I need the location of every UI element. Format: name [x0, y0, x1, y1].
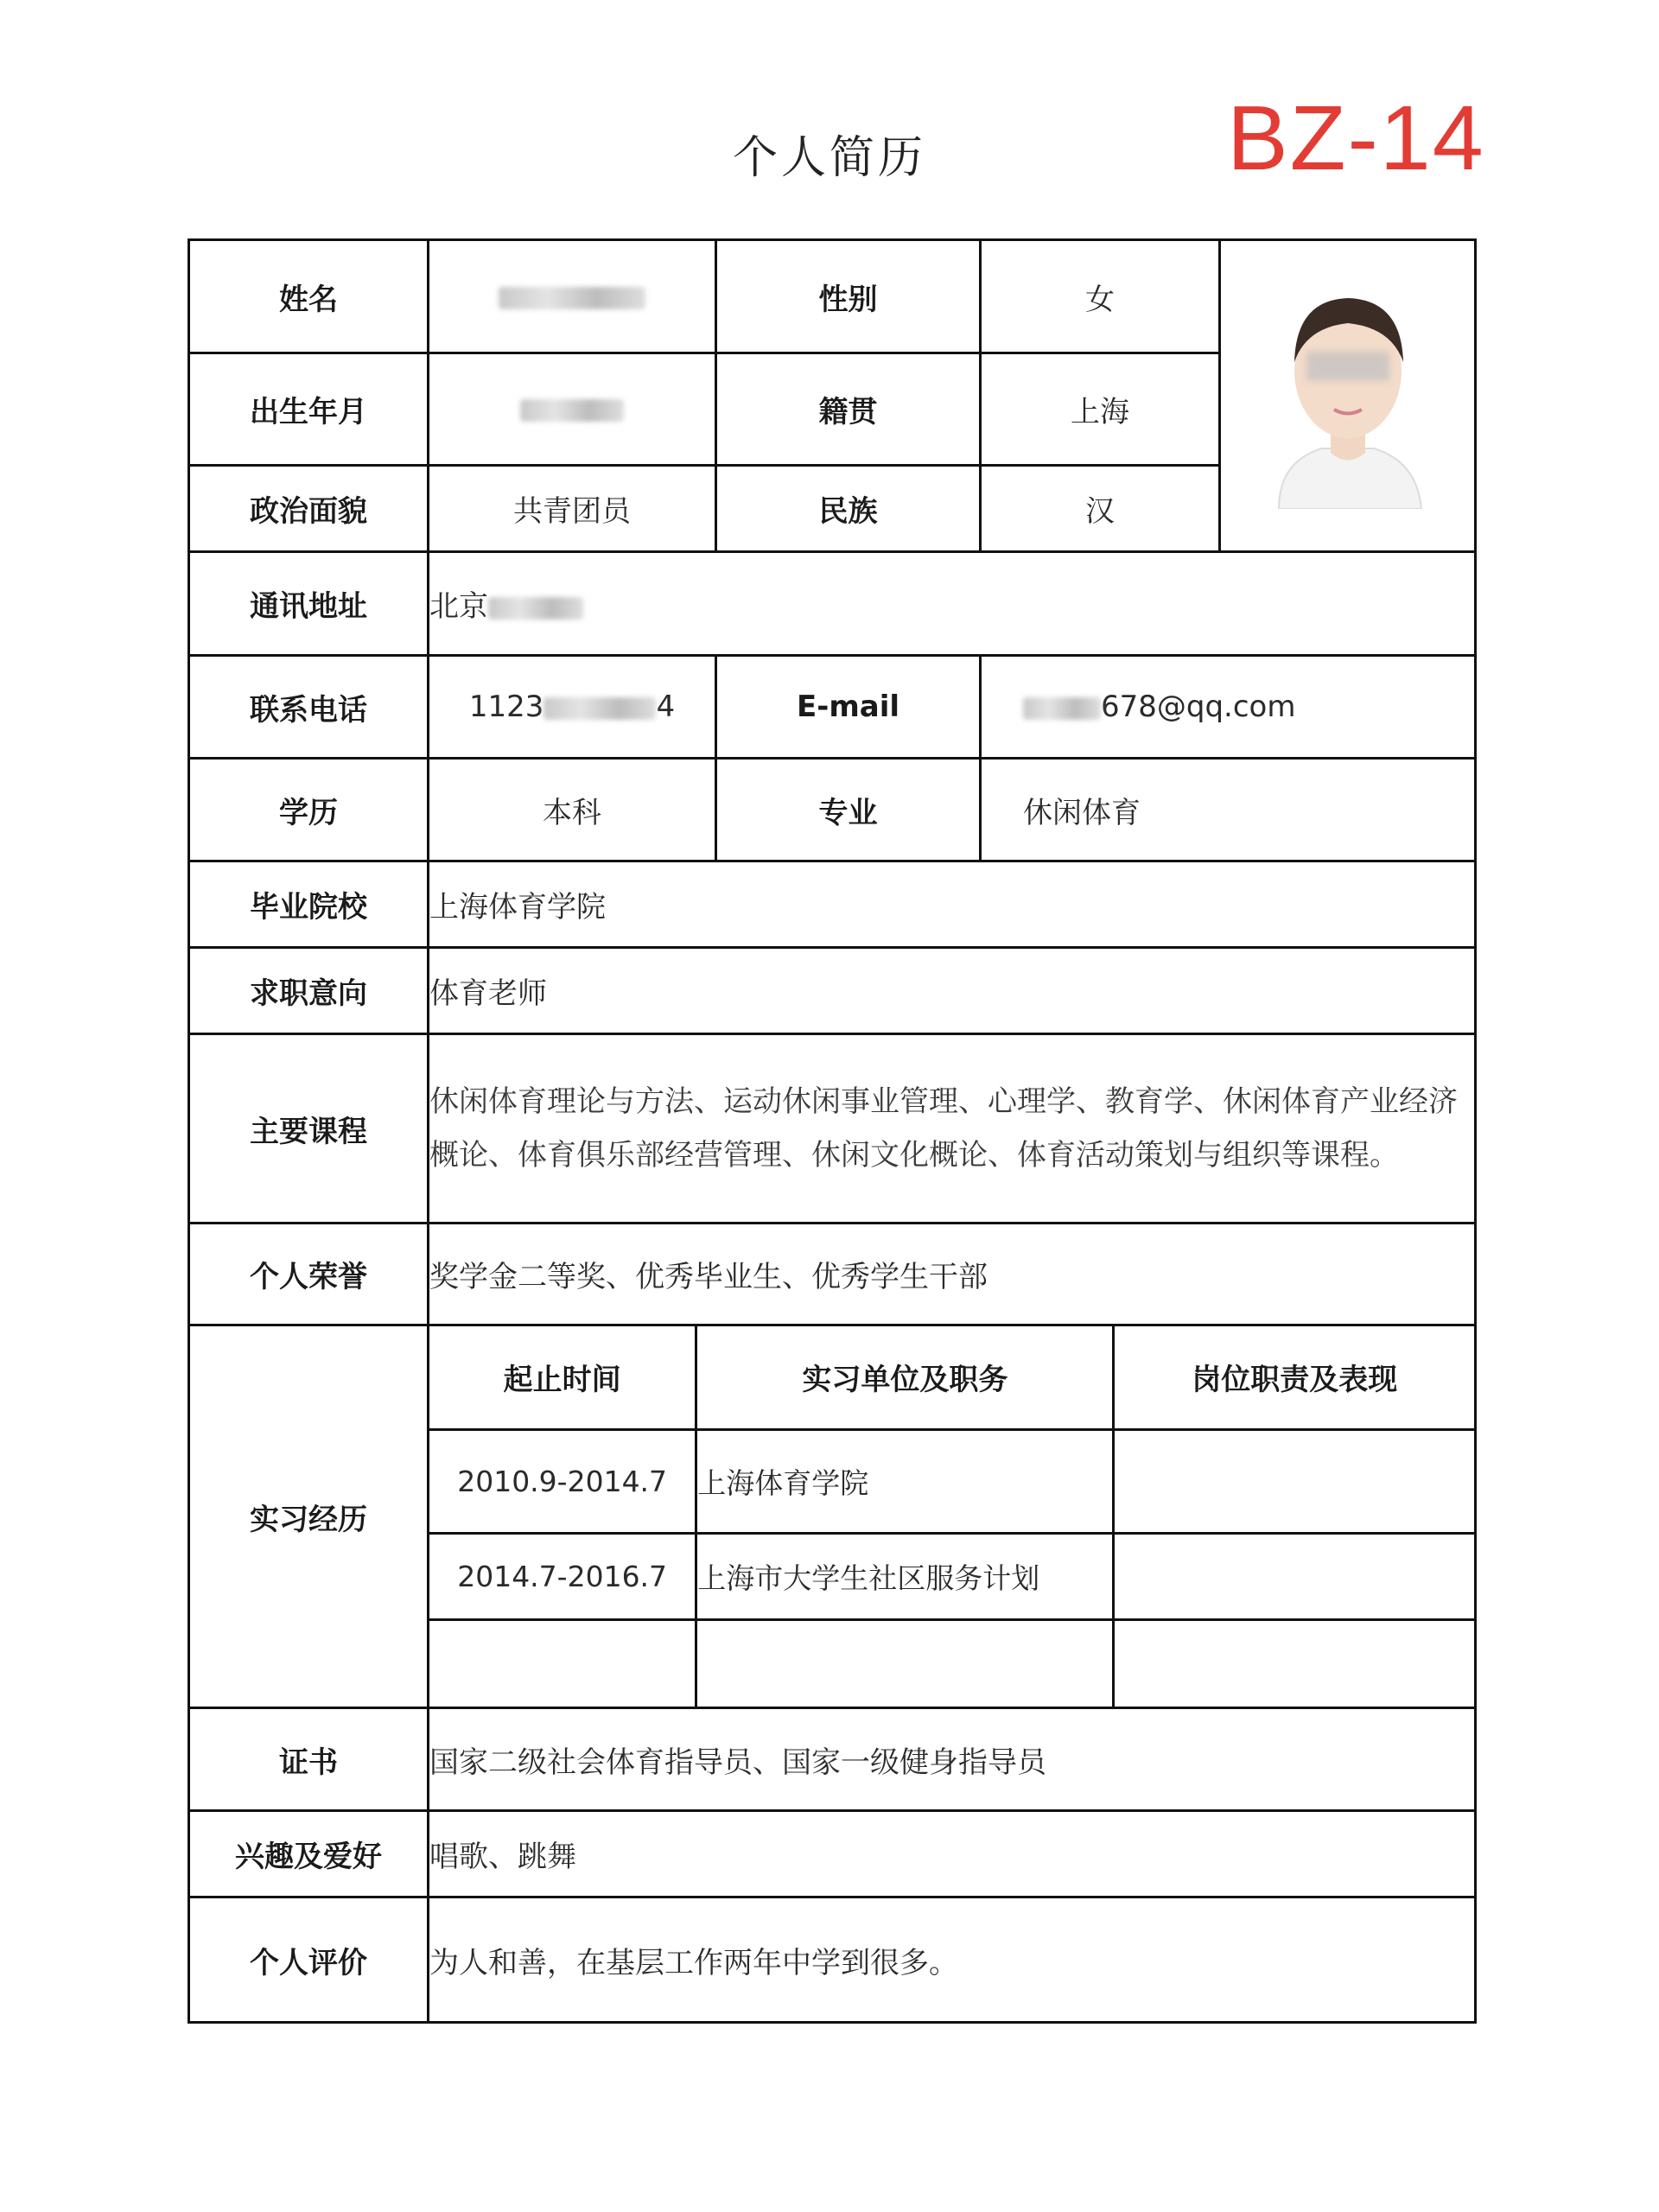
major-label: 专业 — [716, 759, 981, 861]
email-suffix: 678@qq.com — [1101, 690, 1296, 724]
hobbies-label: 兴趣及爱好 — [189, 1811, 429, 1897]
address-label: 通讯地址 — [189, 552, 429, 656]
certificates-value: 国家二级社会体育指导员、国家一级健身指导员 — [429, 1708, 1476, 1811]
certificates-label: 证书 — [189, 1708, 429, 1811]
email-label: E-mail — [716, 656, 981, 759]
internship-header-unit: 实习单位及职务 — [696, 1326, 1114, 1429]
address-value — [429, 552, 1476, 656]
internship-row-period: 2010.9-2014.7 — [429, 1429, 696, 1533]
name-label: 姓名 — [189, 240, 429, 353]
ethnicity-value: 汉 — [981, 466, 1220, 552]
internship-table — [429, 1326, 1474, 1707]
courses-value: 休闲体育理论与方法、运动休闲事业管理、心理学、教育学、休闲体育产业经济概论、体育俱乐部经营管理、休闲文化概论、体育活动策划与组织等课程。 — [429, 1034, 1476, 1224]
page-title: 个人简历 — [732, 132, 926, 184]
internship-row-period: 2014.7-2016.7 — [429, 1533, 696, 1619]
internship-cell — [429, 1325, 1476, 1708]
birth-label: 出生年月 — [189, 353, 429, 466]
resume-table — [188, 238, 1477, 2024]
internship-row-duty — [1114, 1619, 1474, 1707]
internship-row-unit: 上海体育学院 — [696, 1429, 1114, 1533]
intent-value: 体育老师 — [429, 948, 1476, 1034]
phone-prefix: 1123 — [468, 690, 544, 724]
email-value — [981, 656, 1476, 759]
birth-value — [429, 353, 716, 466]
internship-label: 实习经历 — [189, 1325, 429, 1708]
politics-value: 共青团员 — [429, 466, 716, 552]
gender-value: 女 — [981, 240, 1220, 353]
phone-value — [429, 656, 716, 759]
origin-label: 籍贯 — [716, 353, 981, 466]
internship-row-unit — [696, 1619, 1114, 1707]
evaluation-value: 为人和善，在基层工作两年中学到很多。 — [429, 1897, 1476, 2023]
school-label: 毕业院校 — [189, 861, 429, 948]
internship-row-duty — [1114, 1533, 1474, 1619]
evaluation-label: 个人评价 — [189, 1897, 429, 2023]
ethnicity-label: 民族 — [716, 466, 981, 552]
major-value: 休闲体育 — [981, 759, 1476, 861]
gender-label: 性别 — [716, 240, 981, 353]
internship-row-unit: 上海市大学生社区服务计划 — [696, 1533, 1114, 1619]
intent-label: 求职意向 — [189, 948, 429, 1034]
redacted-name — [499, 287, 645, 309]
redacted-birth — [520, 399, 624, 422]
hobbies-value: 唱歌、跳舞 — [429, 1811, 1476, 1897]
politics-label: 政治面貌 — [189, 466, 429, 552]
photo-cell — [1220, 240, 1476, 552]
name-value — [429, 240, 716, 353]
phone-suffix: 4 — [656, 690, 676, 724]
internship-row-duty — [1114, 1429, 1474, 1533]
honors-value: 奖学金二等奖、优秀毕业生、优秀学生干部 — [429, 1224, 1476, 1325]
redacted-email — [1023, 697, 1101, 720]
redacted-phone — [543, 697, 656, 720]
internship-row-period — [429, 1619, 696, 1707]
avatar — [1244, 276, 1452, 509]
education-label: 学历 — [189, 759, 429, 861]
phone-label: 联系电话 — [189, 656, 429, 759]
education-value: 本科 — [429, 759, 716, 861]
internship-header-period: 起止时间 — [429, 1326, 696, 1429]
school-value: 上海体育学院 — [429, 861, 1476, 948]
internship-header-duty: 岗位职责及表现 — [1114, 1326, 1474, 1429]
origin-value: 上海 — [981, 353, 1220, 466]
honors-label: 个人荣誉 — [189, 1224, 429, 1325]
redacted-address — [488, 597, 583, 620]
address-prefix: 北京 — [429, 589, 488, 624]
template-code: BZ-14 — [1227, 87, 1485, 189]
courses-label: 主要课程 — [189, 1034, 429, 1224]
